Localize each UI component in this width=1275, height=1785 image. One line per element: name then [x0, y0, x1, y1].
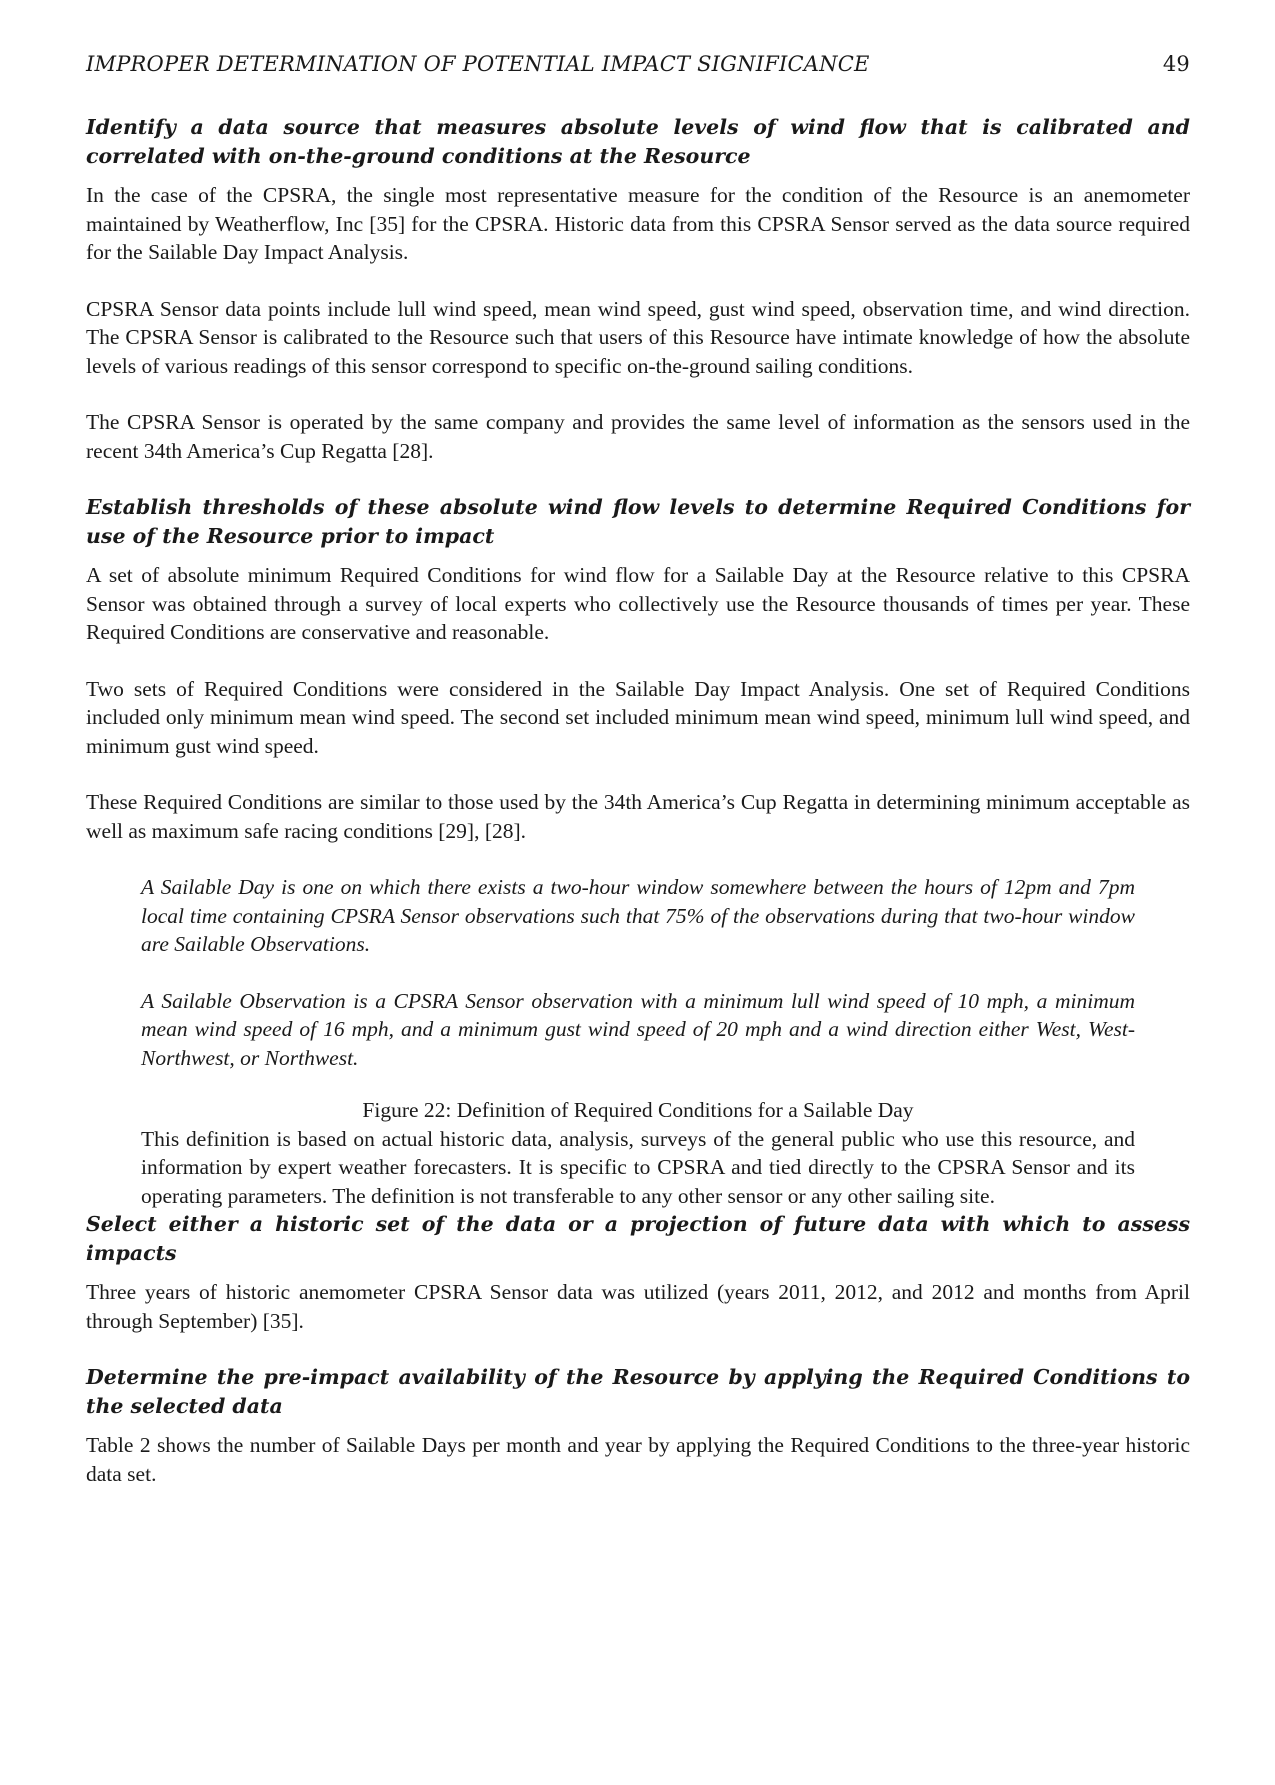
paragraph: In the case of the CPSRA, the single most representative measure for the condition of the Resource is an anemometer maintained by Weatherflow, Inc [35] for the CPSRA. Historic data from this CPSRA Sensor served as the data source required for the Sailable Day Impact Analysis. [86, 183, 1190, 264]
paragraph: These Required Conditions are similar to those used by the 34th America’s Cup Regatta in determining minimum acceptable as well as maximum safe racing conditions [29], [28]. [86, 790, 1190, 843]
section-heading-data-source: Identify a data source that measures absolute levels of wind flow that is calibrated and correlated with on-the-ground conditions at the Resource [86, 115, 1190, 168]
paragraph: The CPSRA Sensor is operated by the same company and provides the same level of information as the sensors used in the recent 34th America’s Cup Regatta [28]. [86, 410, 1190, 463]
figure-22 [86, 873, 1190, 1210]
section-heading-historic-data: Select either a historic set of the data or a projection of future data with which to assess impacts [86, 1212, 1190, 1265]
page [86, 52, 1190, 1752]
section-heading-pre-impact: Determine the pre-impact availability of the Resource by applying the Required Conditions to the selected data [86, 1365, 1190, 1418]
paragraph: CPSRA Sensor data points include lull wind speed, mean wind speed, gust wind speed, observation time, and wind direction. The CPSRA Sensor is calibrated to the Resource such that users of this Resource have intimate knowledge of how the absolute levels of various readings of this sensor correspond to specific on-the-ground sailing conditions. [86, 296, 1190, 378]
paragraph: Three years of historic anemometer CPSRA Sensor data was utilized (years 2011, 2012, and 2012 and months from April through September) [35]. [86, 1280, 1190, 1333]
running-header [86, 52, 1190, 76]
paragraph: Table 2 shows the number of Sailable Days per month and year by applying the Required Conditions to the three-year historic data set. [86, 1433, 1190, 1486]
section-heading-thresholds: Establish thresholds of these absolute wind flow levels to determine Required Conditions for use of the Resource prior to impact [86, 495, 1190, 548]
paragraph: A set of absolute minimum Required Conditions for wind flow for a Sailable Day at the Resource relative to this CPSRA Sensor was obtained through a survey of local experts who collectively use the Resource thousands of times per year. These Required Conditions are conservative and reasonable. [86, 563, 1190, 644]
figure-note: This definition is based on actual historic data, analysis, surveys of the general public who use this resource, and information by expert weather forecasters. It is specific to CPSRA and tied directly to the CPSRA Sensor and its operating parameters. The definition is not transferable to any other sensor or any other sailing site. [141, 1126, 1135, 1208]
sailable-observation-definition: A Sailable Observation is a CPSRA Sensor observation with a minimum lull wind speed of 10 mph, a minimum mean wind speed of 16 mph, and a minimum gust wind speed of 20 mph and a wind direction either West, West-Northwest, or Northwest. [141, 988, 1135, 1070]
sailable-day-definition: A Sailable Day is one on which there exists a two-hour window somewhere between the hours of 12pm and 7pm local time containing CPSRA Sensor observations such that 75% of the observations during that two-hour window are Sailable Observations. [141, 875, 1135, 956]
paragraph: Two sets of Required Conditions were considered in the Sailable Day Impact Analysis. One set of Required Conditions included only minimum mean wind speed. The second set included minimum mean wind speed, minimum lull wind speed, and minimum gust wind speed. [86, 676, 1190, 758]
running-title: IMPROPER DETERMINATION OF POTENTIAL IMPACT SIGNIFICANCE [86, 52, 870, 76]
page-number: 49 [1162, 52, 1190, 76]
figure-caption: Figure 22: Definition of Required Conditions for a Sailable Day [362, 1098, 914, 1122]
